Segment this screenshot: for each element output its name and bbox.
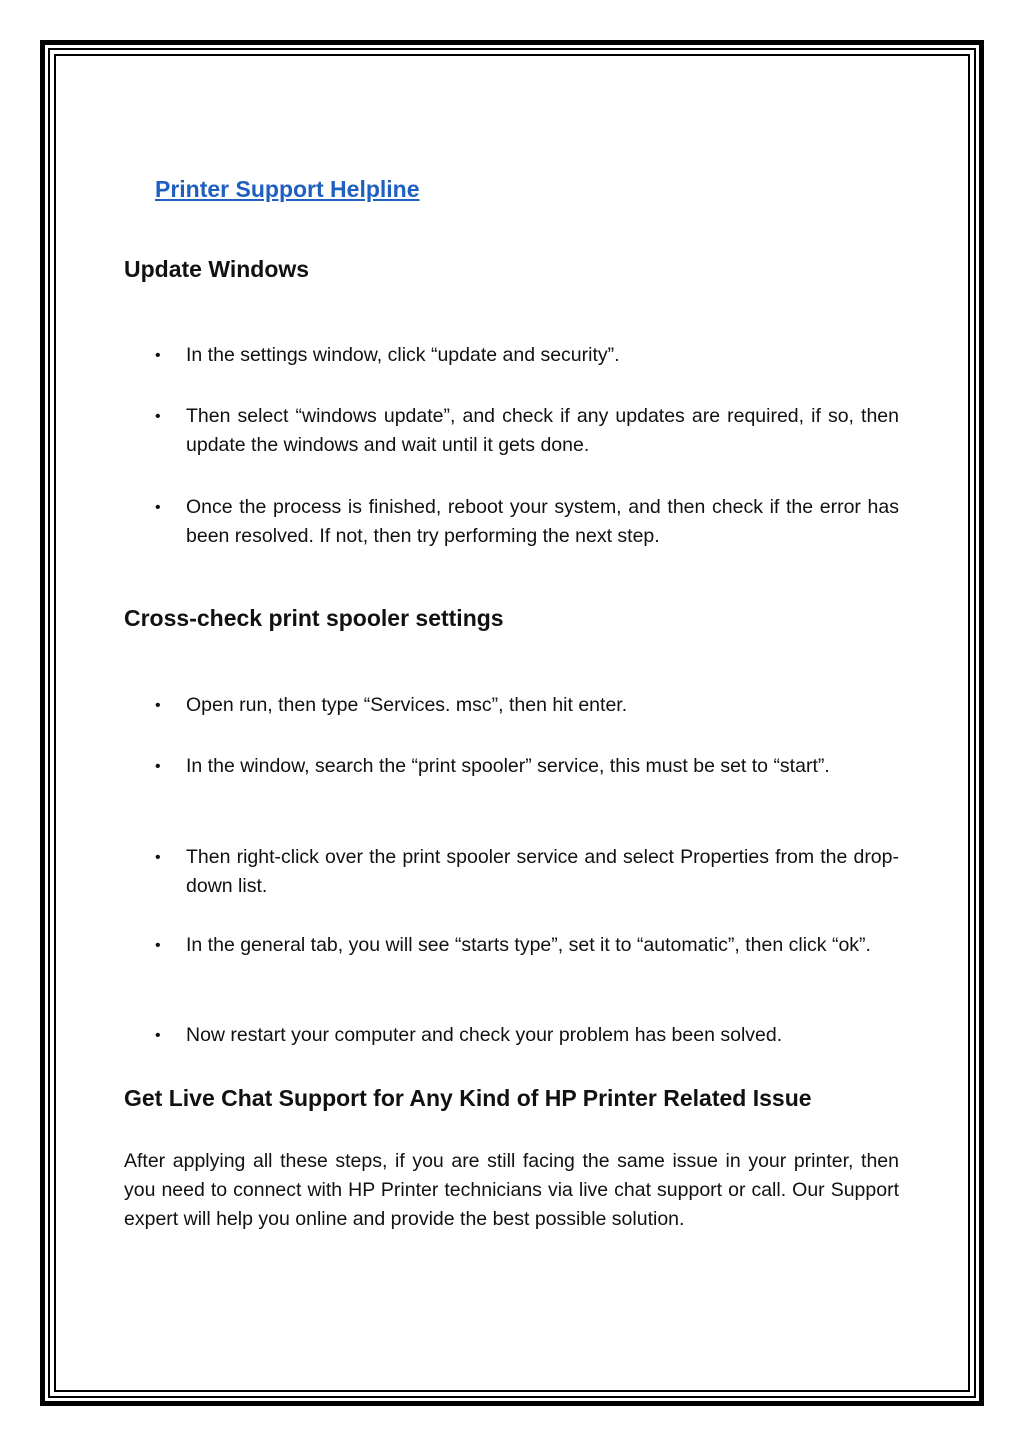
closing-paragraph: After applying all these steps, if you are still facing the same issue in your printer, then you need to connect with HP Printer technicians via live chat support or call. Our Support expert will help you online and provide the best possible solution. <box>124 1150 899 1230</box>
bullet-icon: • <box>155 1027 161 1044</box>
list-item: • Then right-click over the print spooler service and select Properties from the drop-down list. <box>186 843 899 901</box>
bullet-icon: • <box>155 408 161 425</box>
heading-print-spooler: Cross-check print spooler settings <box>124 605 504 631</box>
list-item: • Now restart your computer and check your problem has been solved. <box>186 1021 899 1050</box>
bullet-icon: • <box>155 347 161 364</box>
bullet-icon: • <box>155 697 161 714</box>
printer-support-helpline-link[interactable]: Printer Support Helpline <box>155 176 420 202</box>
list-item: • Then select “windows update”, and check if any updates are required, if so, then update the windows and wait until it gets done. <box>186 402 899 460</box>
bullet-icon: • <box>155 937 161 954</box>
list-item: • In the window, search the “print spooler” service, this must be set to “start”. <box>186 752 899 781</box>
heading-live-chat-support: Get Live Chat Support for Any Kind of HP Printer Related Issue <box>124 1085 812 1111</box>
bullet-icon: • <box>155 849 161 866</box>
list-item: • Open run, then type “Services. msc”, then hit enter. <box>186 691 899 720</box>
list-item: • In the settings window, click “update and security”. <box>186 341 899 370</box>
heading-update-windows: Update Windows <box>124 256 310 282</box>
list-item: • In the general tab, you will see “starts type”, set it to “automatic”, then click “ok”. <box>186 931 899 960</box>
list-item: • Once the process is finished, reboot your system, and then check if the error has been resolved. If not, then try performing the next step. <box>186 493 899 551</box>
bullet-icon: • <box>155 758 161 775</box>
bullet-icon: • <box>155 499 161 516</box>
